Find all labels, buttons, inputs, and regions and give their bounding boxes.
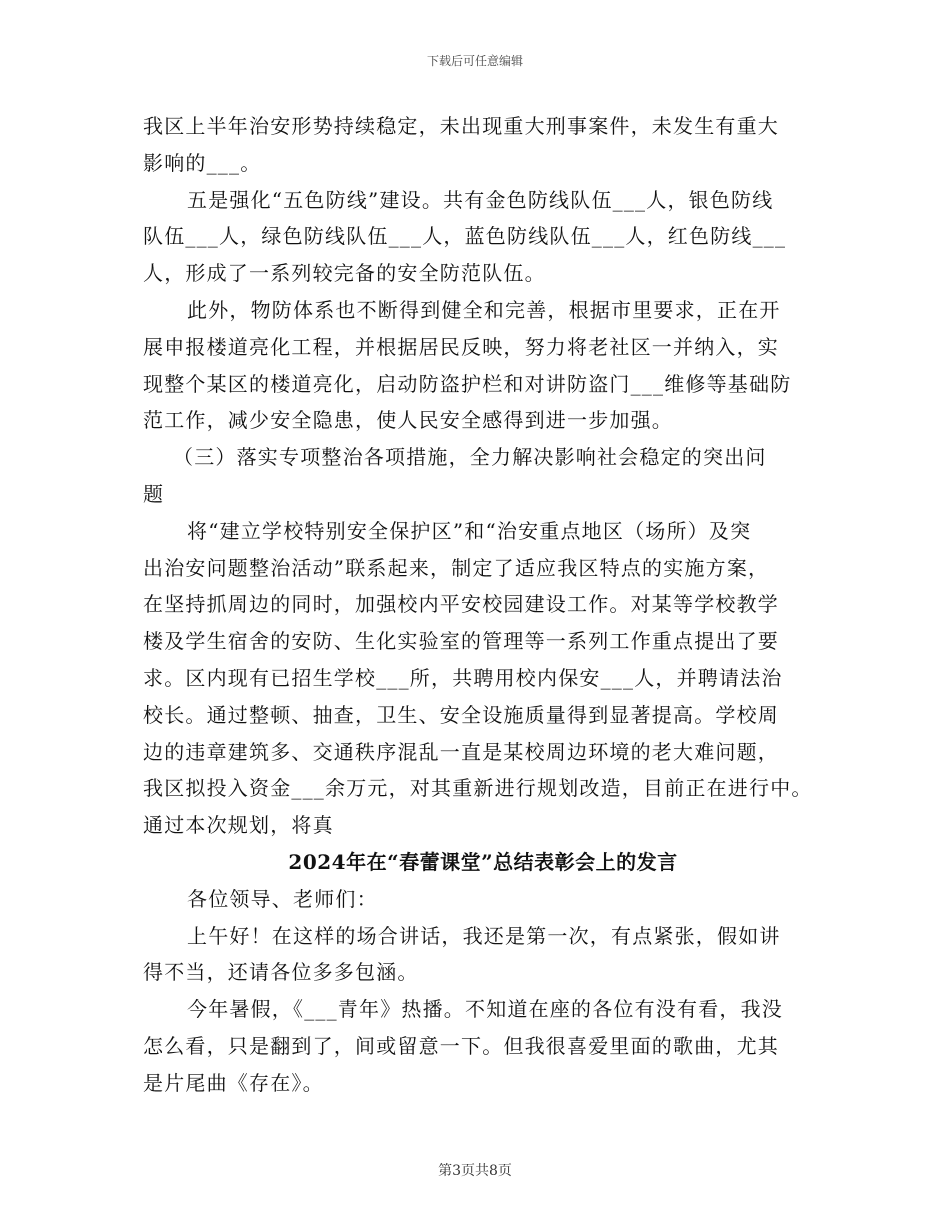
paragraph-line: 此外，物防体系也不断得到健全和完善，根据市里要求，正在开: [187, 297, 781, 322]
paragraph-line: 影响的___。: [143, 150, 262, 175]
paragraph-line: 人，形成了一系列较完备的安全防范队伍。: [143, 261, 546, 286]
paragraph-line: 出治安问题整治活动”联系起来，制定了适应我区特点的实施方案，: [143, 555, 770, 580]
section-heading-line: 题: [143, 481, 165, 506]
paragraph-line: 楼及学生宿舍的安防、生化实验室的管理等一系列工作重点提出了要: [143, 629, 779, 654]
speech-line: 得不当，还请各位多多包涵。: [143, 960, 419, 985]
speech-line: 上午好！在这样的场合讲话，我还是第一次，有点紧张，假如讲: [187, 923, 781, 948]
paragraph-line: 范工作，减少安全隐患，使人民安全感得到进一步加强。: [143, 408, 673, 433]
paragraph-line: 求。区内现有已招生学校___所，共聘用校内保安___人，并聘请法治: [143, 665, 783, 690]
paragraph-line: 在坚持抓周边的同时，加强校内平安校园建设工作。对某等学校教学: [143, 592, 779, 617]
document-body: [143, 108, 823, 1102]
paragraph-line: 校长。通过整顿、抽查，卫生、安全设施质量得到显著提高。学校周: [143, 702, 779, 727]
page-header: 下载后可任意编辑: [426, 54, 523, 68]
paragraph-line: 将“建立学校特别安全保护区”和“治安重点地区（场所）及突: [187, 518, 752, 543]
paragraph-line: 我区上半年治安形势持续稳定，未出现重大刑事案件，未发生有重大: [143, 114, 779, 138]
paragraph-line: 队伍___人，绿色防线队伍___人，蓝色防线队伍___人，红色防线___: [143, 224, 787, 249]
page-footer: 第3页共8页: [438, 1163, 512, 1179]
paragraph-line: 五是强化“五色防线”建设。共有金色防线队伍___人，银色防线: [187, 187, 774, 212]
paragraph-line: 展申报楼道亮化工程，并根据居民反映，努力将老社区一并纳入，实: [143, 334, 779, 359]
speech-line: 今年暑假，《___青年》热播。不知道在座的各位有没有看，我没: [187, 997, 783, 1022]
paragraph-line: 通过本次规划，将真: [143, 813, 334, 838]
speech-line: 各位领导、老师们：: [187, 886, 378, 911]
paragraph-line: 现整个某区的楼道亮化，启动防盗护栏和对讲防盗门___维修等基础防: [143, 371, 792, 396]
section-heading-line: （三）落实专项整治各项措施，全力解决影响社会稳定的突出问: [173, 445, 767, 470]
speech-line: 是片尾曲《存在》。: [143, 1070, 324, 1095]
paragraph-line: 我区拟投入资金___余万元，对其重新进行规划改造，目前正在进行中。: [143, 776, 813, 801]
speech-line: 怎么看，只是翻到了，间或留意一下。但我很喜爱里面的歌曲，尤其: [143, 1033, 779, 1058]
paragraph-line: 边的违章建筑多、交通秩序混乱一直是某校周边环境的老大难问题，: [143, 739, 779, 764]
speech-title: 2024年在“春蕾课堂”总结表彰会上的发言: [288, 849, 678, 874]
